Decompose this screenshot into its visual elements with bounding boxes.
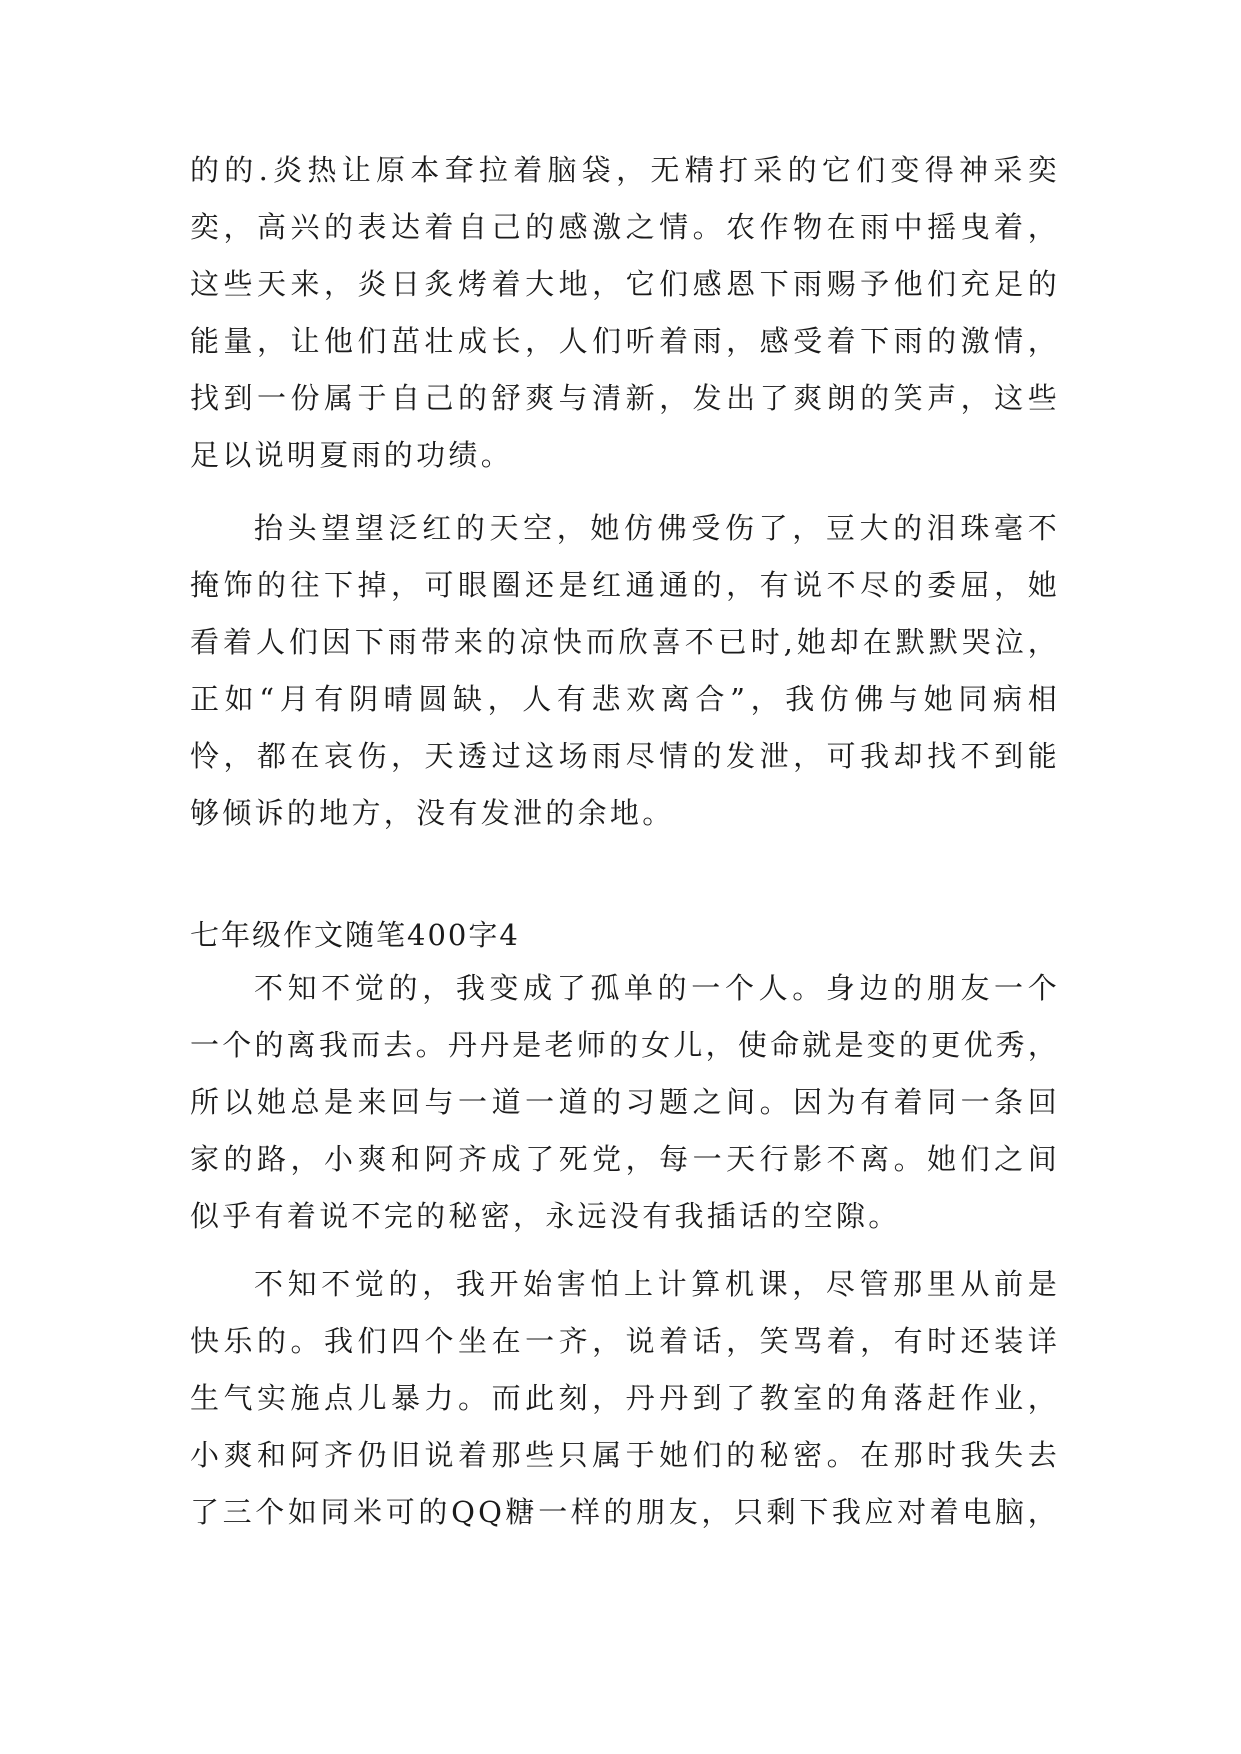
text-line: 不知不觉的，我开始害怕上计算机课，尽管那里从前是 — [254, 1267, 1060, 1301]
text-line: 了三个如同米可的QQ糖一样的朋友，只剩下我应对着电脑， — [190, 1495, 1060, 1529]
text-line: 够倾诉的地方，没有发泄的余地。 — [190, 796, 675, 830]
text-line: 掩饰的往下掉，可眼圈还是红通通的，有说不尽的委屈，她 — [190, 568, 1060, 602]
text-line: 似乎有着说不完的秘密，永远没有我插话的空隙。 — [190, 1199, 901, 1233]
paragraph-4 — [190, 1256, 1060, 1541]
text-line: 小爽和阿齐仍旧说着那些只属于她们的秘密。在那时我失去 — [190, 1438, 1060, 1472]
text-line: 快乐的。我们四个坐在一齐，说着话，笑骂着，有时还装详 — [190, 1324, 1060, 1358]
text-line: 不知不觉的，我变成了孤单的一个人。身边的朋友一个 — [254, 971, 1060, 1005]
text-line: 家的路，小爽和阿齐成了死党，每一天行影不离。她们之间 — [190, 1142, 1060, 1176]
text-line: 一个的离我而去。丹丹是老师的女儿，使命就是变的更优秀， — [190, 1028, 1060, 1062]
section-heading: 七年级作文随笔400字4 — [190, 918, 520, 952]
text-line: 所以她总是来回与一道一道的习题之间。因为有着同一条回 — [190, 1085, 1060, 1119]
text-line: 能量，让他们茁壮成长，人们听着雨，感受着下雨的激情， — [190, 324, 1060, 358]
text-line: 这些天来，炎日炙烤着大地，它们感恩下雨赐予他们充足的 — [190, 267, 1060, 301]
text-line: 足以说明夏雨的功绩。 — [190, 438, 514, 472]
text-line: 抬头望望泛红的天空，她仿佛受伤了，豆大的泪珠毫不 — [254, 511, 1060, 545]
text-line: 怜，都在哀伤，天透过这场雨尽情的发泄，可我却找不到能 — [190, 739, 1060, 773]
paragraph-2 — [190, 500, 1060, 842]
text-line: 看着人们因下雨带来的凉快而欣喜不已时,她却在默默哭泣， — [190, 625, 1060, 659]
paragraph-1 — [190, 142, 1060, 484]
text-line: 生气实施点儿暴力。而此刻，丹丹到了教室的角落赶作业， — [190, 1381, 1060, 1415]
text-line: 的的.炎热让原本耷拉着脑袋，无精打采的它们变得神采奕 — [190, 153, 1060, 187]
text-line: 正如“月有阴晴圆缺，人有悲欢离合”，我仿佛与她同病相 — [190, 682, 1060, 716]
paragraph-3 — [190, 960, 1060, 1245]
text-line: 奕，高兴的表达着自己的感激之情。农作物在雨中摇曳着， — [190, 210, 1060, 244]
text-line: 找到一份属于自己的舒爽与清新，发出了爽朗的笑声，这些 — [190, 381, 1060, 415]
